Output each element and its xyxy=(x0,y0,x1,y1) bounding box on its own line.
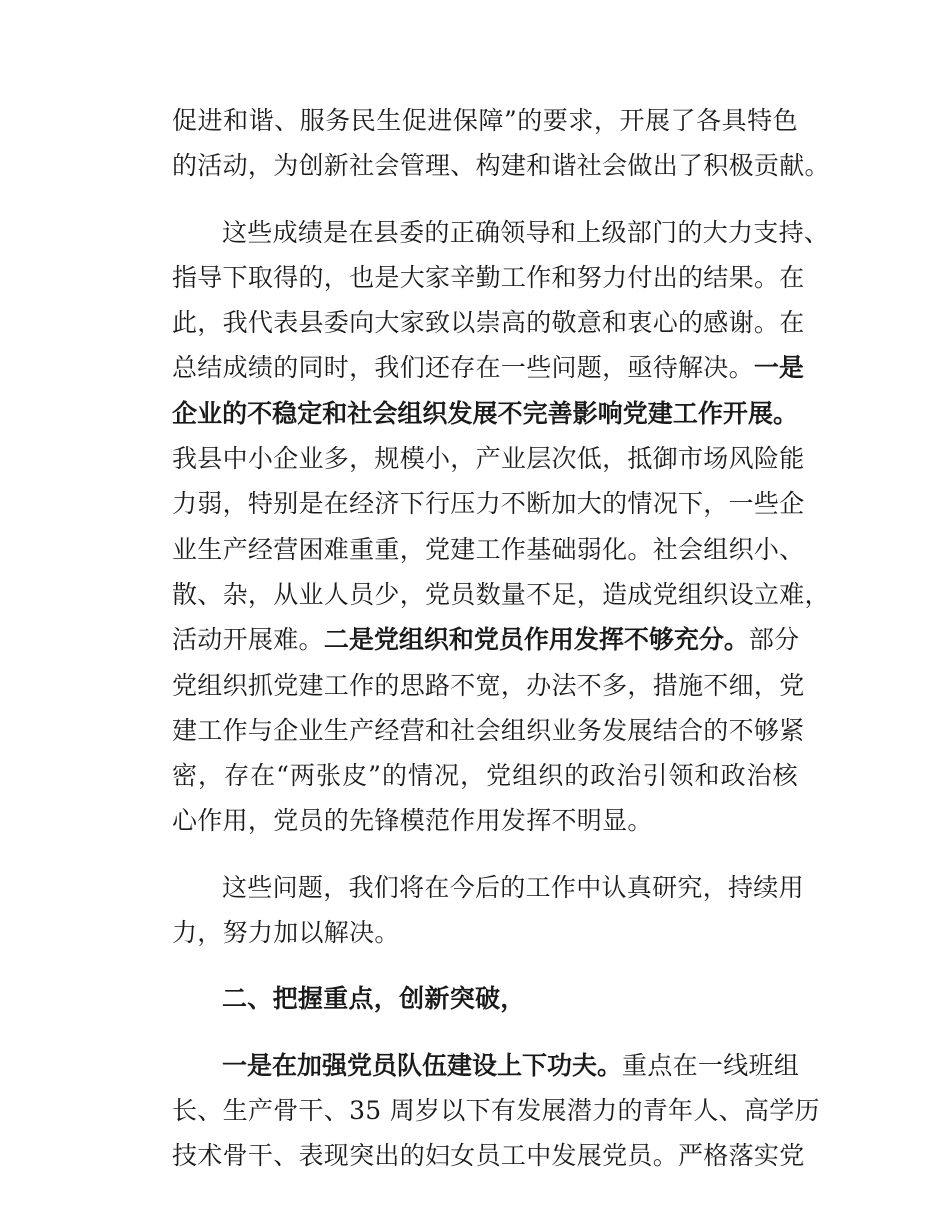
paragraph-2-line-9: 散、杂，从业人员少，党员数量不足，造成党组织设立难， xyxy=(172,579,830,609)
paragraph-4-line-1 xyxy=(172,1043,798,1088)
paragraph-1 xyxy=(172,98,830,189)
paragraph-2-line-13: 密，存在“两张皮”的情况，党组织的政治引领和政治核 xyxy=(172,761,798,791)
paragraph-2-line-11: 党组织抓党建工作的思路不宽，办法不多，措施不细，党 xyxy=(172,670,805,700)
paragraph-2 xyxy=(172,210,830,844)
section-heading: 二、把握重点，创新突破， xyxy=(222,984,526,1014)
paragraph-1-line-2: 的活动，为创新社会管理、构建和谐社会做出了积极贡献。 xyxy=(172,151,830,181)
paragraph-2-line-14: 心作用，党员的先锋模范作用发挥不明显。 xyxy=(172,806,653,836)
document-body xyxy=(172,98,830,1179)
paragraph-2-line-12: 建工作与企业生产经营和社会组织业务发展结合的不够紧 xyxy=(172,715,805,745)
paragraph-2-line-4 xyxy=(172,345,804,390)
paragraph-2-line-4-text: 总结成绩的同时，我们还存在一些问题，亟待解决。 xyxy=(172,353,754,383)
paragraph-4-line-3: 技术骨干、表现突出的妇女员工中发展党员。严格落实党 xyxy=(172,1141,805,1171)
point-two-heading: 二是党组织和党员作用发挥不够充分。 xyxy=(323,625,749,655)
paragraph-2-line-10-text-2: 部分 xyxy=(748,625,800,655)
paragraph-2-line-3: 此，我代表县委向大家致以崇高的敬意和衷心的感谢。在 xyxy=(172,308,805,338)
paragraph-2-line-10 xyxy=(172,617,798,662)
paragraph-2-line-6: 我县中小企业多，规模小，产业层次低，抵御市场风险能 xyxy=(172,444,805,474)
paragraph-3-line-1: 这些问题，我们将在今后的工作中认真研究，持续用 xyxy=(222,872,804,902)
paragraph-3 xyxy=(172,865,804,956)
paragraph-2-line-1: 这些成绩是在县委的正确领导和上级部门的大力支持、 xyxy=(222,217,830,247)
paragraph-2-line-2: 指导下取得的，也是大家辛勤工作和努力付出的结果。在 xyxy=(172,262,805,292)
paragraph-2-line-10-text-1: 活动开展难。 xyxy=(172,625,324,655)
paragraph-4-line-2: 长、生产骨干、35 周岁以下有发展潜力的青年人、高学历 xyxy=(172,1095,820,1125)
paragraph-2-line-8: 业生产经营困难重重，党建工作基础弱化。社会组织小、 xyxy=(172,534,805,564)
paragraph-3-line-2: 力，努力加以解决。 xyxy=(172,918,400,948)
point-one-label: 一是 xyxy=(753,353,804,383)
measure-one-heading: 一是在加强党员队伍建设上下功夫。 xyxy=(222,1050,623,1080)
paragraph-1-line-1: 促进和谐、服务民生促进保障”的要求，开展了各具特色 xyxy=(172,106,798,135)
paragraph-4-line-1-text: 重点在一线班组 xyxy=(622,1050,800,1080)
paragraph-2-line-7: 力弱，特别是在经济下行压力不断加大的情况下，一些企 xyxy=(172,489,805,519)
paragraph-4 xyxy=(172,1043,820,1179)
point-one-heading: 企业的不稳定和社会组织发展不完善影响党建工作开展。 xyxy=(172,398,798,428)
